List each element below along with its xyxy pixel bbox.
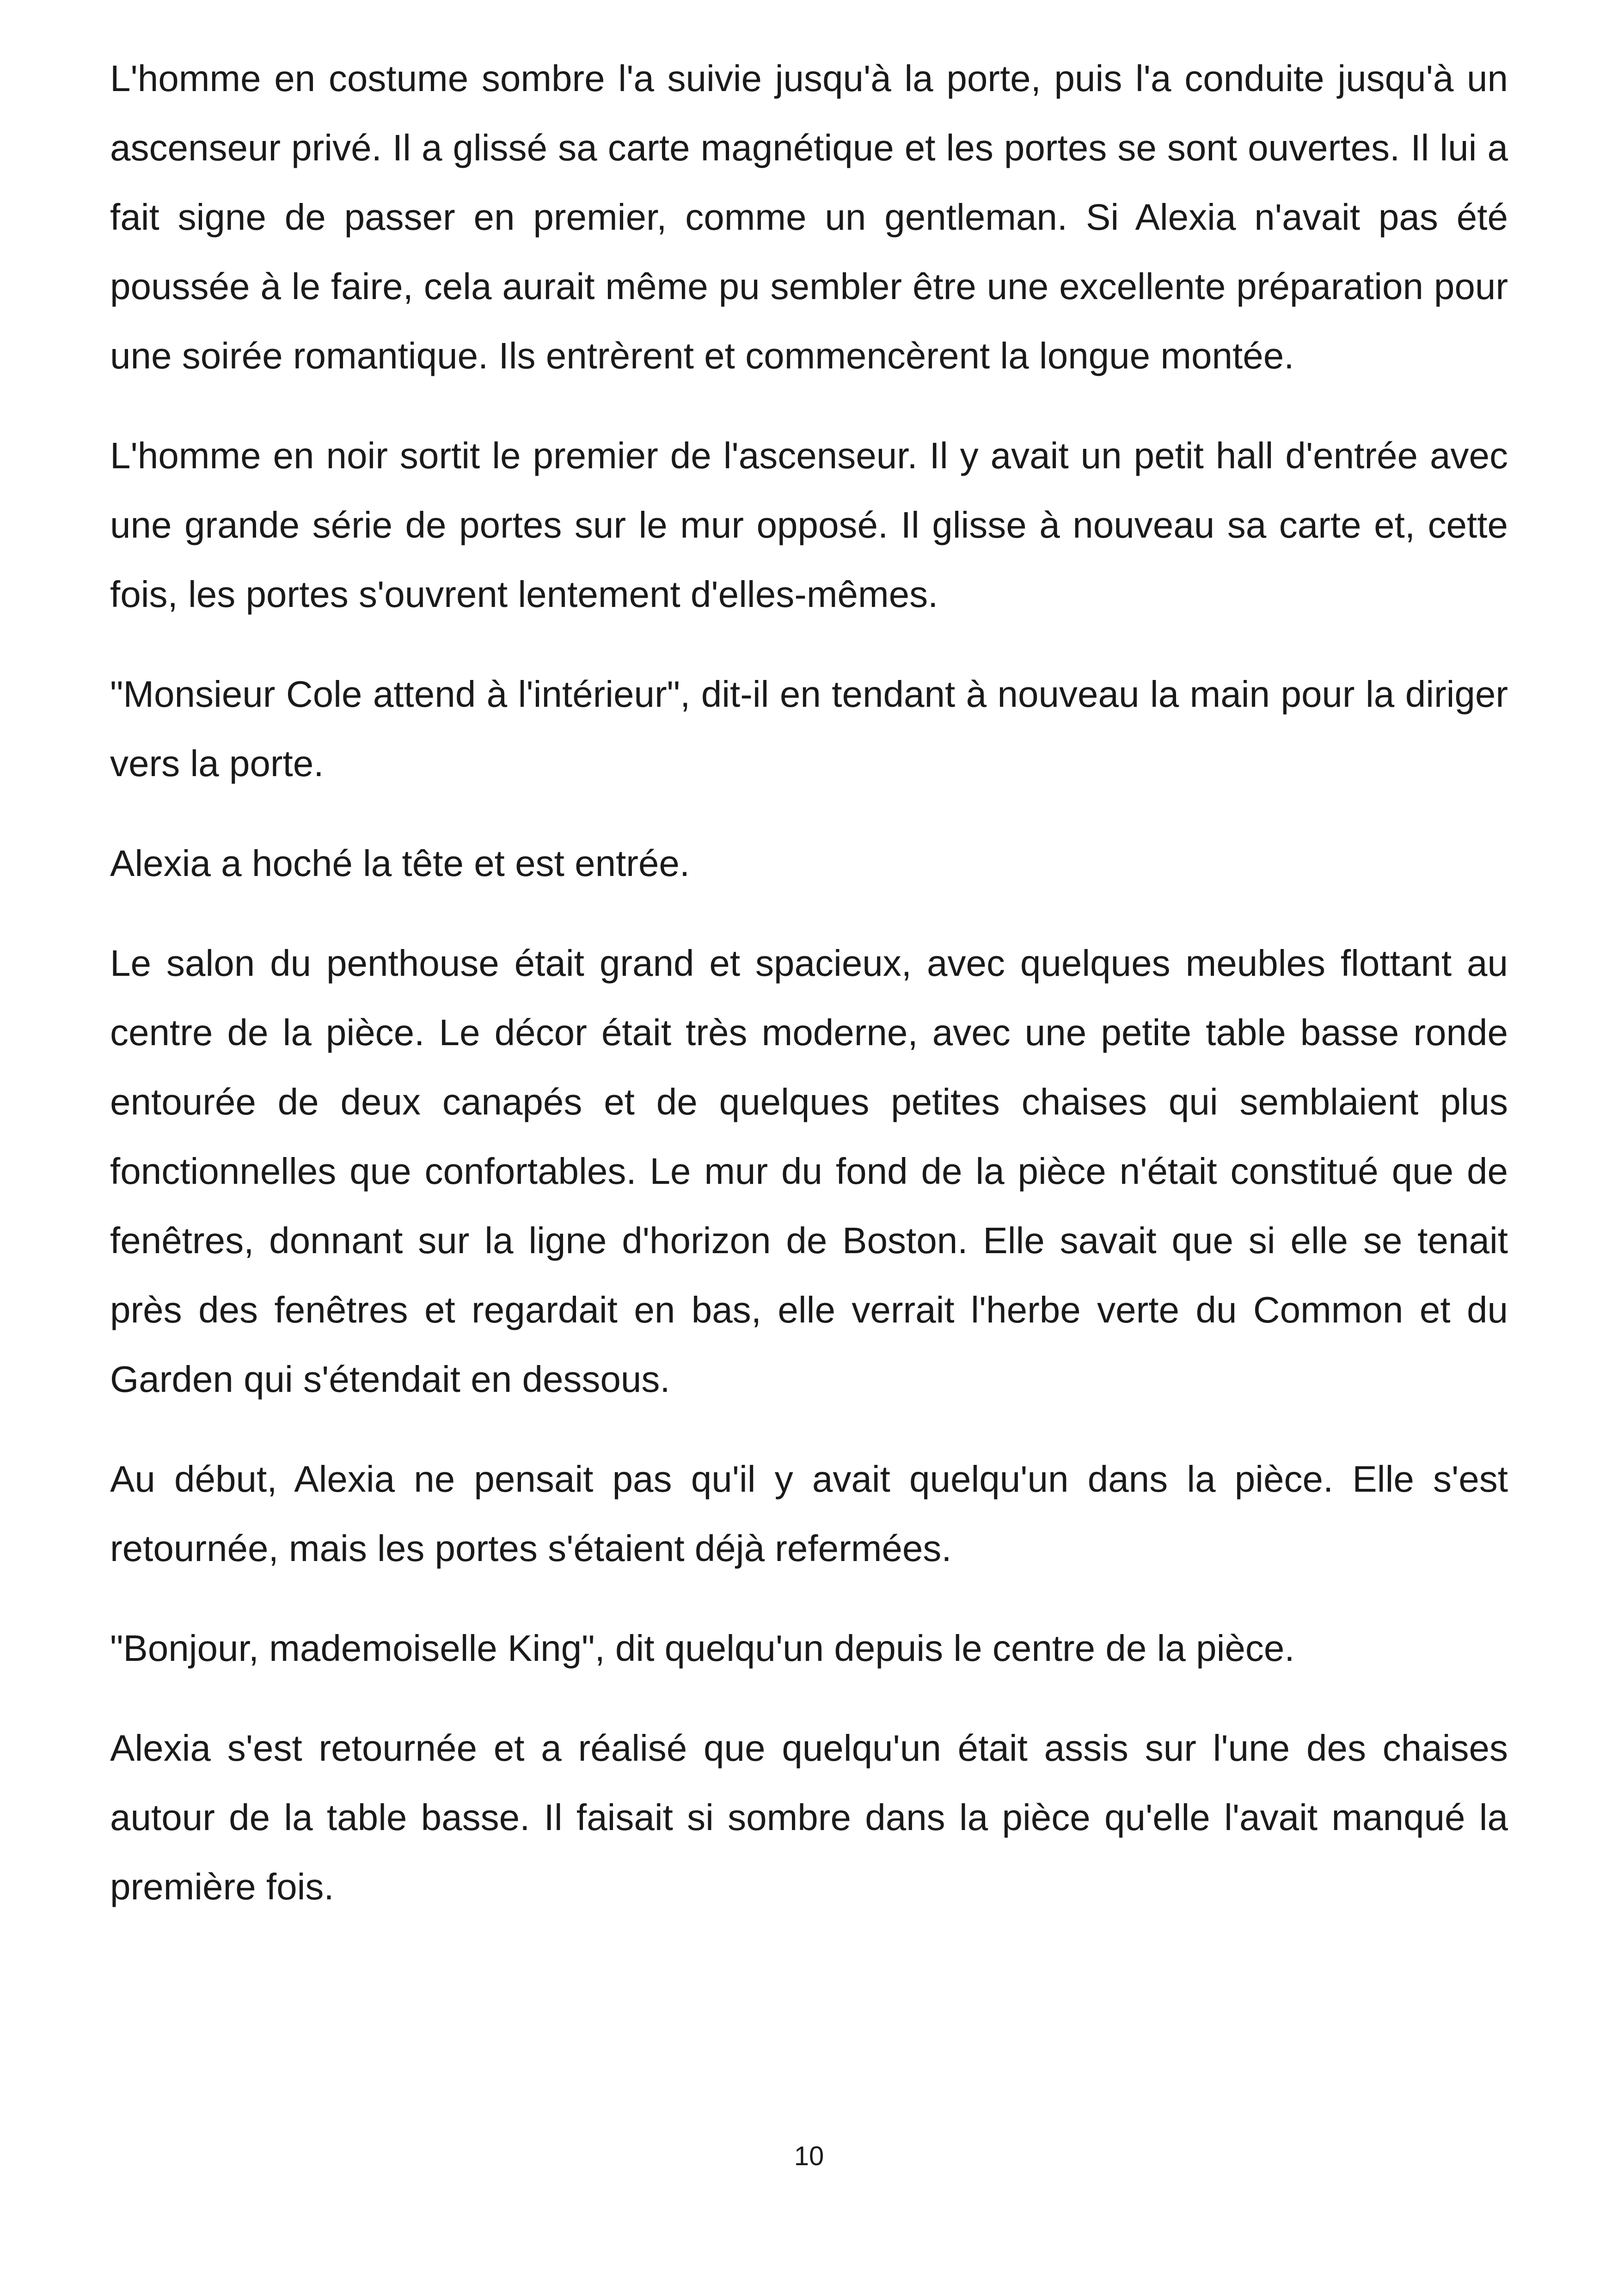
paragraph-4: Alexia a hoché la tête et est entrée. (110, 843, 690, 884)
paragraph-2: L'homme en noir sortit le premier de l'ascenseur. Il y avait un petit hall d'entrée avec une grande série de portes sur le mur opposé. Il glisse à nouveau sa carte et, cette fois, les portes s'ouvrent lentement d'elles-mêmes. (110, 435, 1508, 615)
paragraph-7: "Bonjour, mademoiselle King", dit quelqu'un depuis le centre de la pièce. (110, 1628, 1295, 1669)
page-number: 10 (794, 2141, 824, 2171)
body-text (110, 44, 1508, 1952)
paragraph-8: Alexia s'est retournée et a réalisé que quelqu'un était assis sur l'une des chaises autour de la table basse. Il faisait si sombre dans la pièce qu'elle l'avait manqué la première fois. (110, 1727, 1508, 1907)
paragraph-5: Le salon du penthouse était grand et spacieux, avec quelques meubles flottant au centre de la pièce. Le décor était très moderne, avec une petite table basse ronde entourée de deux canapés et de quelques petites chaises qui semblaient plus fonctionnelles que confortables. Le mur du fond de la pièce n'était constitué que de fenêtres, donnant sur la ligne d'horizon de Boston. Elle savait que si elle se tenait près des fenêtres et regardait en bas, elle verrait l'herbe verte du Common et du Garden qui s'étendait en dessous. (110, 943, 1508, 1400)
paragraph-1: L'homme en costume sombre l'a suivie jusqu'à la porte, puis l'a conduite jusqu'à un ascenseur privé. Il a glissé sa carte magnétique et les portes se sont ouvertes. Il lui a fait signe de passer en premier, comme un gentleman. Si Alexia n'avait pas été poussée à le faire, cela aurait même pu sembler être une excellente préparation pour une soirée romantique. Ils entrèrent et commencèrent la longue montée. (110, 58, 1508, 376)
paragraph-6: Au début, Alexia ne pensait pas qu'il y avait quelqu'un dans la pièce. Elle s'est retournée, mais les portes s'étaient déjà refermées. (110, 1458, 1508, 1569)
paragraph-3: "Monsieur Cole attend à l'intérieur", dit-il en tendant à nouveau la main pour la diriger vers la porte. (110, 673, 1508, 784)
